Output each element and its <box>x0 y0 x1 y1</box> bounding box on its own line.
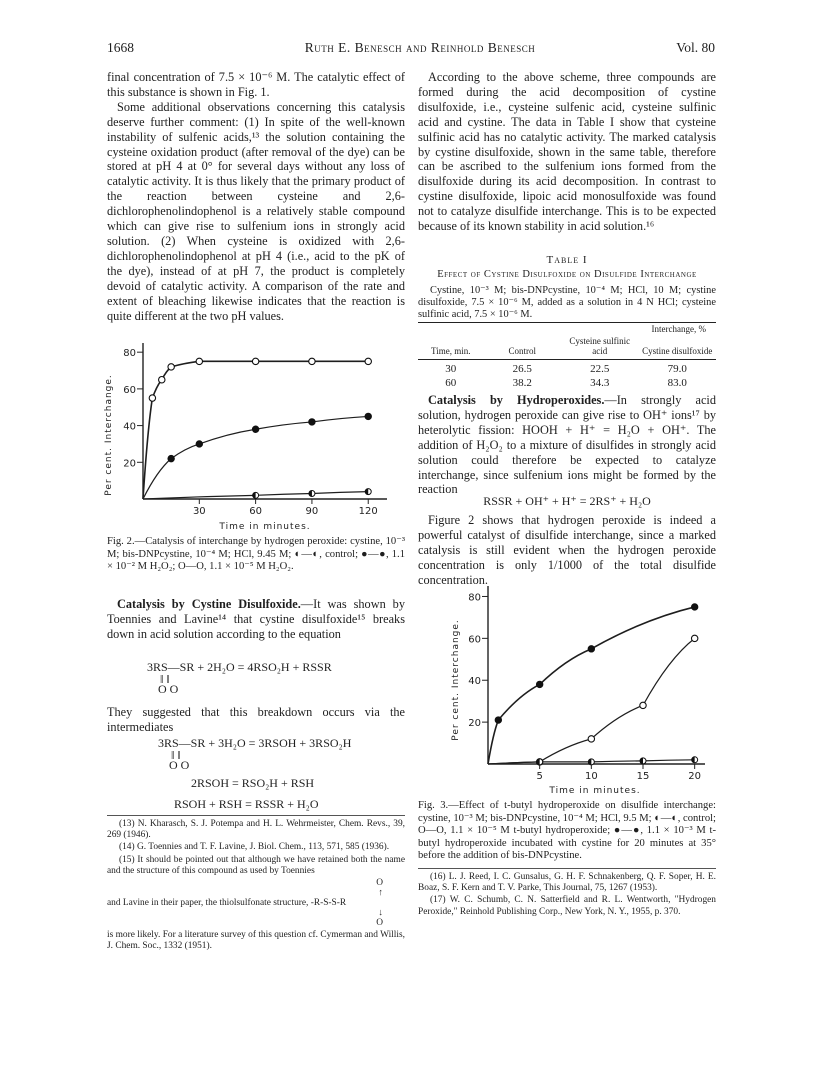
table-row <box>418 376 716 390</box>
cell-sulfinic: 34.3 <box>590 377 610 390</box>
fig3-marks <box>495 604 698 765</box>
fig2-x-tick-label: 90 <box>305 506 319 517</box>
fig2-point <box>252 426 258 432</box>
table-1 <box>418 254 716 390</box>
fig3-x-tick-label: 10 <box>584 771 598 782</box>
fig2-axes <box>143 343 387 499</box>
footnote-14: (14) G. Toennies and T. F. Lavine, J. Biol. Chem., 113, 571, 585 (1936). <box>119 842 390 853</box>
fig3-point <box>691 604 697 610</box>
left-section-disulfoxide <box>107 597 405 642</box>
fig3-y-axis-label: Per cent. Interchange. <box>451 619 461 741</box>
section-text: —It was shown by Toennies and Lavine¹⁴ that cystine disulfoxide¹⁵ breaks down in acid solution according to the equation <box>107 597 405 641</box>
right-para-3 <box>418 513 716 588</box>
equation-4: RSOH + RSH = RSSR + H₂O <box>174 797 319 811</box>
table-row <box>418 362 716 376</box>
col-header-disulfoxide: Cystine disulfoxide <box>642 346 713 357</box>
fig2-point <box>365 358 371 364</box>
fig2-point <box>159 377 165 383</box>
fig3-point <box>536 681 542 687</box>
equation-1-line: 3RS—SR + 2H₂O = 4RSO₂H + RSSR <box>147 660 332 674</box>
footnote-15-tail: is more likely. For a literature survey of this question cf. Cymerman and Willis, J. Chem. Soc., 1332 (1951). <box>107 929 405 951</box>
fig2-y-tick-label: 40 <box>123 421 136 433</box>
fig2-y-tick-label: 20 <box>123 458 136 470</box>
fig2-point <box>196 358 202 364</box>
footnote-17: (17) W. C. Schumb, C. N. Satterfield and R. L. Wentworth, "Hydrogen Peroxide," Reinhold Publishing Corp., New York, N. Y., 1955, p. 370. <box>418 895 716 917</box>
section-heading: Catalysis by Hydroperoxides. <box>428 393 605 407</box>
fig2-point <box>365 413 371 419</box>
equation-1 <box>147 660 407 695</box>
fig2-point <box>149 395 155 401</box>
running-header-authors: Ruth E. Benesch and Reinhold Benesch <box>304 40 536 55</box>
section-heading: Catalysis by Cystine Disulfoxide. <box>117 597 301 611</box>
structure-oxygen-top: O <box>376 878 383 888</box>
fig2-point <box>196 441 202 447</box>
paragraph: They suggested that this breakdown occurs via the intermediates <box>107 705 405 734</box>
left-footnotes <box>107 819 405 877</box>
fig3-ticks <box>468 592 701 782</box>
equation-3: 2RSOH = RSO₂H + RSH <box>191 776 315 790</box>
equation-1-bonds: ‖ ‖ <box>160 672 170 686</box>
right-section-hydroperoxides <box>418 393 716 497</box>
equation-sulfenium: RSSR + OH⁺ + H⁺ = 2RS⁺ + H₂O <box>483 494 651 508</box>
right-footnotes <box>418 872 716 919</box>
table-grid <box>418 323 716 390</box>
col-header-group: Interchange, % <box>651 324 706 335</box>
paragraph: Some additional observations concerning this catalysis deserve further comment: (1) In spite of the well-known instability of sulfenic acids,¹³ the solution containing the cysteine oxidation product (after removal of the dye) can be stored at pH 4 at 0° for several days without any loss of catalytic activity. It is thus likely that the primary product of the reaction between cysteine and 2,6-dichlorophenolindophenol is a relatively stable compound which can give rise to sulfenium ions in strongly acid solution. (2) When cysteine is oxidized with 2,6-dichlorophenolindophenol at pH 4 (i.e., acid to the pK of the dye), instead of at pH 7, the product is completely devoid of catalytic activity. A comparison of the rate and extent of bleaching likewise indicates that the reaction is quite different at the two pH values. <box>107 99 405 323</box>
equation-2-oxygens: O O <box>169 758 190 772</box>
fig3-x-tick-label: 20 <box>688 771 702 782</box>
figure-3-chart <box>440 578 720 800</box>
fig2-y-tick-label: 80 <box>123 348 136 360</box>
left-mid-text <box>107 705 405 735</box>
right-column-text <box>418 70 716 234</box>
fig2-ticks <box>123 348 378 517</box>
fig3-point <box>640 702 646 708</box>
fig2-x-axis-label: Time in minutes. <box>219 522 311 532</box>
figure-2-caption: Fig. 2.—Catalysis of interchange by hydrogen peroxide: cystine, 10⁻³ M; bis-DNPcystine, 10⁻⁴ M; HCl, 9.45 M; ◐—◐, control; ●—●, 1.1 × 10⁻² M H₂O₂; O—O, 1.1 × 10⁻⁵ M H₂O₂. <box>107 536 405 573</box>
fig3-point <box>588 736 594 742</box>
fig3-point <box>495 717 501 723</box>
fig3-x-tick-label: 15 <box>636 771 650 782</box>
figure-3-caption: Fig. 3.—Effect of t-butyl hydroperoxide on disulfide interchange: cystine, 10⁻³ M; bis-DNPcystine, 10⁻⁴ M; HCl, 9.5 M; ◐—◐, control; O—O, 1.1 × 10⁻⁵ M t-butyl hydroperoxide; ●—●, 1.1 × 10⁻³ M t-butyl hydroperoxide incubated with cystine for 20 minutes at 35° before the addition of bis-DNPcystine. <box>418 800 716 862</box>
footnote-15: (15) It should be pointed out that although we have retained both the name and the structure of this compound as used by Toennies <box>107 854 405 876</box>
figure-2-chart <box>95 335 415 547</box>
fig2-x-tick-label: 30 <box>192 506 206 517</box>
structure-arrow-up: ↑ <box>378 888 383 899</box>
table-title: Effect of Cystine Disulfoxide on Disulfide Interchange <box>437 269 697 280</box>
cell-control: 38.2 <box>512 377 532 390</box>
equation-2-line: 3RS—SR + 3H₂O = 3RSOH + 3RSO₂H <box>158 736 352 750</box>
footnote-15-structure <box>107 878 405 952</box>
fig2-point <box>309 419 315 425</box>
equation-2 <box>158 736 408 771</box>
footnote-16: (16) L. J. Reed, I. C. Gunsalus, G. H. F. Schnakenberg, Q. F. Soper, H. E. Boaz, S. F. Kern and T. V. Parke, This Journal, 75, 1267 (1953). <box>418 872 716 894</box>
paragraph: According to the above scheme, three compounds are formed during the acid decomposition of cystine disulfoxide, i.e., cysteine sulfenic acid, cysteine sulfinic acid and cystine. The data in Table I show that cysteine sulfinic acid has no catalytic activity. The marked catalysis by cystine disulfoxide, shown in the same table, therefore can be ascribed to the sulfenium ions formed from the disulfoxide during its acid decomposition. In contrast to cystine disulfoxide, lipoic acid monosulfoxide was found not to catalyze disulfide interchange. This is to be expected because of its known stability in acid solution.¹⁶ <box>418 70 716 234</box>
fig2-y-axis-label: Per cent. Interchange. <box>104 374 114 496</box>
col-header-control: Control <box>508 346 537 357</box>
footnote-divider <box>107 815 405 816</box>
cell-time: 30 <box>445 363 457 376</box>
fig3-point <box>588 646 594 652</box>
fig2-point <box>309 358 315 364</box>
fig2-point <box>252 358 258 364</box>
fig2-x-tick-label: 60 <box>249 506 262 517</box>
cell-sulfinic: 22.5 <box>590 363 610 376</box>
equation-1-oxygens: O O <box>158 682 179 696</box>
fig3-y-tick-label: 60 <box>468 634 481 646</box>
paragraph: final concentration of 7.5 × 10⁻⁶ M. The catalytic effect of this substance is shown in Fig. 1. <box>107 70 405 99</box>
fig2-x-tick-label: 120 <box>358 506 378 517</box>
fig3-y-tick-label: 40 <box>468 676 481 688</box>
table-label: Table I <box>546 254 588 266</box>
structure-oxygen-bottom: O <box>376 918 383 929</box>
fig2-y-tick-label: 60 <box>123 384 136 396</box>
fig3-x-tick-label: 5 <box>536 771 543 782</box>
left-column-text <box>107 70 405 323</box>
fig2-point <box>168 455 174 461</box>
fig3-series-line <box>488 638 695 764</box>
cell-control: 26.5 <box>512 363 532 376</box>
running-header-volume: Vol. 80 <box>676 40 715 55</box>
fig3-y-tick-label: 20 <box>468 718 481 730</box>
page-number: 1668 <box>107 40 134 55</box>
col-header-sulfinic: Cysteine sulfinic acid <box>569 336 631 357</box>
cell-time: 60 <box>445 377 457 390</box>
fig3-point <box>691 635 697 641</box>
section-text: —In strongly acid solution, hydrogen peroxide can give rise to OH⁺ ions¹⁷ by heterolytic fission: HOOH + H⁺ = H₂O + OH⁺. The addition of H₂O₂ to a mixture of disulfides in strongly acid solution could therefore be expected to catalyze interchange, since sulfenium ions might be formed by the reaction <box>418 393 716 497</box>
cell-disulfoxide: 83.0 <box>667 377 687 390</box>
fig3-y-tick-label: 80 <box>468 592 481 604</box>
col-header-time: Time, min. <box>431 346 471 357</box>
paragraph: Figure 2 shows that hydrogen peroxide is indeed a powerful catalyst of disulfide interchange, since a marked catalysis is still evident when the hydrogen peroxide concentration is only 1/1000 of the total disulfide concentration. <box>418 513 716 587</box>
equation-2-bonds: ‖ ‖ <box>171 748 181 762</box>
footnote-13: (13) N. Kharasch, S. J. Potempa and H. L. Wehrmeister, Chem. Revs., 39, 269 (1946). <box>107 819 405 841</box>
structure-arrow-down: ↓ <box>378 908 383 919</box>
table-conditions: Cystine, 10⁻³ M; bis-DNPcystine, 10⁻⁴ M; HCl, 10 M; cystine disulfoxide, 7.5 × 10⁻⁶ M, added as a solution in 4 N HCl; cysteine sulfinic acid, 7.5 × 10⁻⁶ M. <box>418 285 716 320</box>
fig2-point <box>168 364 174 370</box>
structure-mid-line: and Lavine in their paper, the thiolsulfonate structure, -R-S-S-R <box>107 898 347 909</box>
cell-disulfoxide: 79.0 <box>667 363 687 376</box>
footnote-divider <box>418 868 716 869</box>
fig3-x-axis-label: Time in minutes. <box>549 786 641 796</box>
